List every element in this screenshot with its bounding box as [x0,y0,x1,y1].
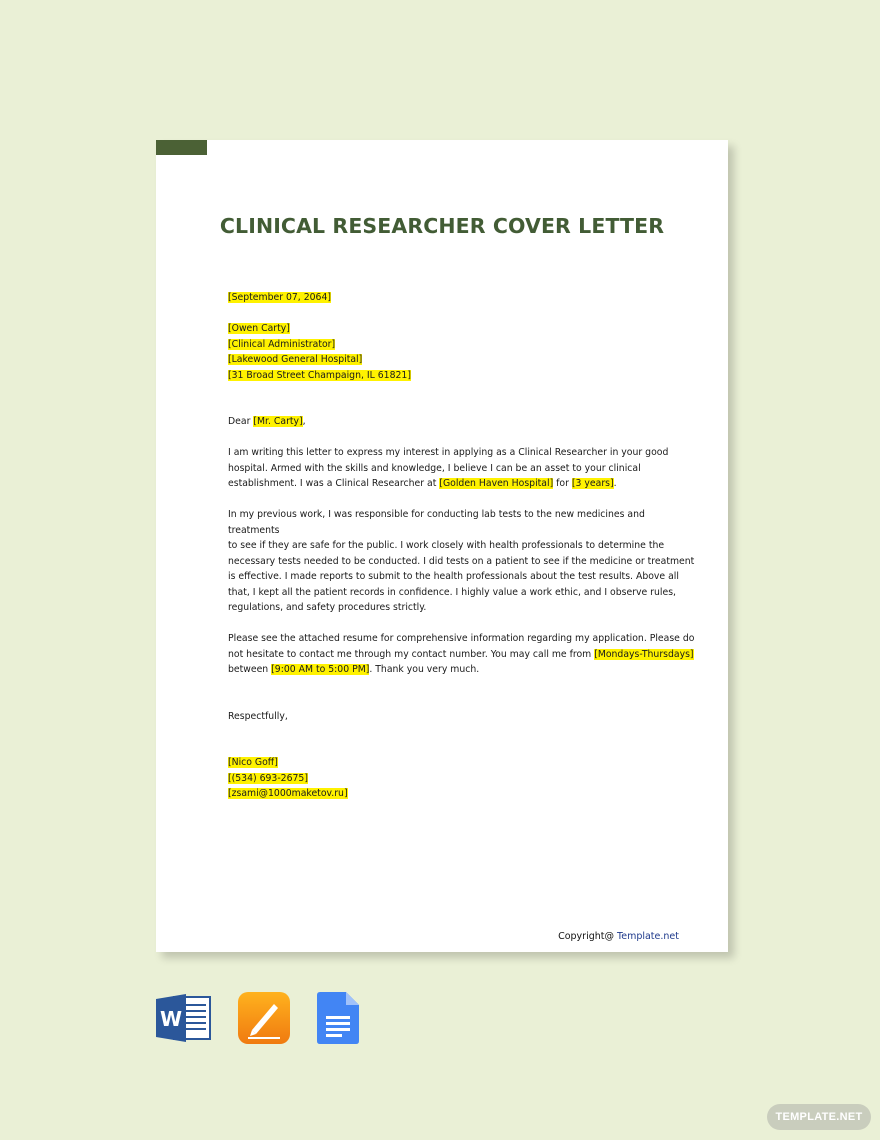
paragraph-2: In my previous work, I was responsible for conducting lab tests to the new medicines and treatments to see if they are safe for the public. I work closely with health professionals to determine the necessary tests needed to be conducted. I did tests on a patient to see if the medicine or treatment is effective. I made reports to submit to the health professionals about the test results. Above all that, I kept all the patient records in confidence. I highly value a work ethic, and I observe rules, regulations, and safety procedures strictly. [228,509,695,613]
recipient-address: [31 Broad Street Champaign, IL 61821] [228,369,411,381]
sender-email: [zsami@1000maketov.ru] [228,788,348,799]
copyright-footer: Copyright@ Template.net [558,931,679,942]
closing: Respectfully, [228,710,288,722]
salutation-name: [Mr. Carty] [253,416,303,427]
corner-accent [156,140,207,155]
sender-phone: [(534) 693-2675] [228,772,308,784]
document-page [156,140,728,952]
recipient-position: [Clinical Administrator] [228,338,336,350]
letter-body [228,290,698,802]
copyright-brand: Template.net [617,931,679,942]
recipient-name: [Owen Carty] [228,323,290,334]
sender-name: [Nico Goff] [228,757,278,768]
pages-icon[interactable] [238,992,290,1044]
word-icon[interactable] [156,993,212,1043]
date: [September 07, 2064] [228,292,331,303]
salutation: Dear [Mr. Carty], [228,416,306,427]
previous-employer: [Golden Haven Hospital] [439,478,554,489]
contact-days: [Mondays-Thursdays] [594,648,694,660]
google-docs-icon[interactable] [317,992,359,1044]
paragraph-1: I am writing this letter to express my interest in applying as a Clinical Researcher in your good hospital. Armed with the skills and knowledge, I believe I can be an asset to your clinical establishment. I was a Clinical Researcher at [Golden Haven Hospital] for [3 years]. [228,447,669,489]
template-watermark: TEMPLATE.NET [767,1104,871,1130]
paragraph-3: Please see the attached resume for comprehensive information regarding my application. Please do not hesitate to contact me through my contact number. You may call me from [Mondays-Thursdays] between [9:00 AM to 5:00 PM]. Thank you very much. [228,633,695,675]
document-title: CLINICAL RESEARCHER COVER LETTER [219,214,665,238]
svg-text:W: W [160,1007,183,1031]
years-experience: [3 years] [571,478,614,489]
recipient-company: [Lakewood General Hospital] [228,354,363,365]
contact-hours: [9:00 AM to 5:00 PM] [271,664,370,675]
